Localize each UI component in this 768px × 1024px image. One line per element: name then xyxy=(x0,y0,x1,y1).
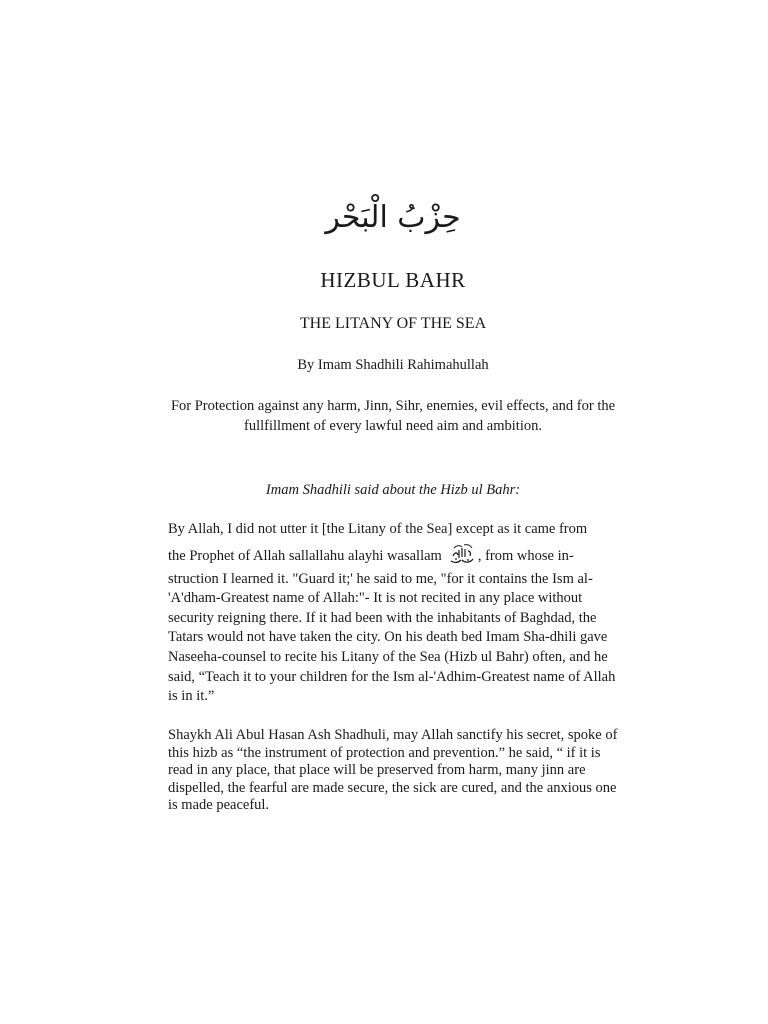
paragraph-2: Shaykh Ali Abul Hasan Ash Shadhuli, may Allah sanctify his secret, spoke of this hizb as “the instrument of protection and prevention.” he said, “ if it is read in any place, that place will be preserved from harm, many jinn are dispelled, the fearful are made secure, the sick are cured, and the anxious one is made peaceful. xyxy=(168,727,618,814)
salawat-calligraphy-icon xyxy=(448,542,476,566)
paragraph-1-line-2-start: the Prophet of Allah sallallahu alayhi wasallam xyxy=(168,547,442,564)
intro-heading: Imam Shadhili said about the Hizb ul Bahr: xyxy=(265,482,521,498)
paragraph-1-line-2-end: , from whose in- xyxy=(477,547,574,564)
author-line: By Imam Shadhili Rahimahullah xyxy=(297,357,489,373)
arabic-title: حِزْبُ الْبَحْر xyxy=(325,200,461,235)
paragraph-1 xyxy=(168,520,618,707)
paragraph-1-line-1: By Allah, I did not utter it [the Litany of the Sea] except as it came from xyxy=(168,521,588,537)
purpose-text: For Protection against any harm, Jinn, Sihr, enemies, evil effects, and for the fullfillment of every lawful need aim and ambition. xyxy=(170,398,616,434)
paragraph-1-body: struction I learned it. "Guard it;' he said to me, "for it contains the Ism al-'A'dham-Greatest name of Allah:"- It is not recited in any place without security reigning there. If it had been with the inhabitants of Baghdad, the Tatars would not have taken the city. On his death bed Imam Sha-dhili gave Naseeha-counsel to recite his Litany of the Sea (Hizb ul Bahr) often, and he said, “Teach it to your children for the Ism al-'Adhim-Greatest name of Allah is in it.” xyxy=(168,570,616,705)
page-title: HIZBUL BAHR xyxy=(320,268,466,292)
paragraph-1-line-2 xyxy=(168,542,618,570)
page-subtitle: THE LITANY OF THE SEA xyxy=(299,315,487,332)
